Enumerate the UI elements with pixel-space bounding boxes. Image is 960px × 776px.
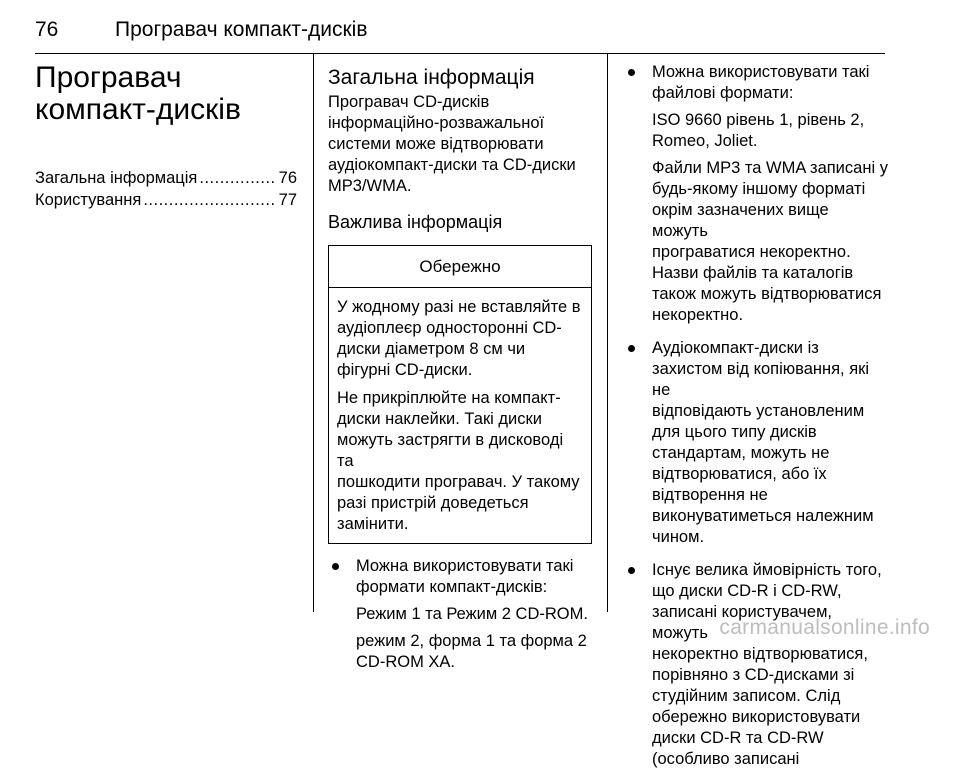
bullet-dot-icon [628, 69, 635, 76]
toc-entry-label: Загальна інформація [35, 169, 198, 187]
toc-entry-page: 76 [278, 169, 297, 187]
column-right [624, 62, 888, 776]
intro-paragraph [328, 92, 593, 197]
caution-body [329, 288, 591, 543]
text-line: відтворення не [652, 486, 768, 504]
text-line: захистом від копіювання, які не [652, 360, 870, 399]
table-of-contents [35, 168, 297, 212]
text-line: виконуватиметься належним [652, 507, 874, 525]
text-line: системи може відтворювати [328, 135, 544, 153]
chapter-title-line: компакт-дисків [35, 93, 241, 126]
text-line: некоректно. [652, 306, 744, 324]
text-line: записані користувачем, можуть [652, 603, 832, 642]
text-line: для цього типу дисків [652, 423, 817, 441]
bullet-subtext [356, 631, 593, 673]
text-line: формати компакт-дисків: [356, 578, 548, 596]
text-line: стандартам, можуть не [652, 444, 830, 462]
text-line: диски наклейки. Такі диски [337, 410, 542, 428]
text-line: аудіоплеєр односторонні CD- [337, 319, 562, 337]
bullet-subtext [356, 604, 593, 625]
text-line: також можуть відтворюватися [652, 285, 882, 303]
bullet-item [624, 62, 888, 326]
text-line: ISO 9660 рівень 1, рівень 2, [652, 111, 865, 129]
text-line: Не прикріплюйте на компакт- [337, 389, 561, 407]
column-middle [328, 62, 593, 679]
text-line: порівняно з CD-дисками зі [652, 666, 855, 684]
text-line: Romeo, Joliet. [652, 132, 758, 150]
text-line: файлові формати: [652, 84, 794, 102]
bullet-dot-icon [628, 567, 635, 574]
caution-heading: Обережно [329, 246, 591, 288]
text-line: обережно використовувати [652, 708, 861, 726]
text-line: диски діаметром 8 см чи [337, 340, 526, 358]
chapter-title-line: Програвач [35, 61, 182, 94]
column-divider [313, 54, 314, 612]
bullet-item [624, 338, 888, 548]
bullet-text [652, 62, 888, 104]
text-line: MP3/WMA. [328, 177, 412, 195]
bullet-item [328, 556, 593, 673]
text-line: програватися некоректно. [652, 243, 851, 261]
chapter-title [35, 62, 297, 126]
page-number: 76 [35, 18, 59, 41]
column-divider [607, 54, 608, 612]
text-line: відтворюватися, або їх [652, 465, 827, 483]
text-line: окрім зазначених вище можуть [652, 201, 829, 240]
text-line: що диски CD-R і CD-RW, [652, 582, 842, 600]
text-line: Режим 1 та Режим 2 CD-ROM. [356, 605, 588, 623]
bullet-subtext [652, 158, 888, 326]
text-line: CD-ROM XA. [356, 653, 455, 671]
running-title: Програвач компакт-дисків [115, 18, 368, 41]
toc-entry-page: 77 [278, 191, 297, 209]
text-line: Можна використовувати такі [356, 557, 574, 575]
caution-paragraph [337, 297, 583, 381]
column-left [35, 62, 297, 212]
text-line: некоректно відтворюватися, [652, 645, 868, 663]
text-line: фігурні CD-диски. [337, 361, 473, 379]
text-line: режим 2, форма 1 та форма 2 [356, 632, 587, 650]
text-line: пошкодити програвач. У такому [337, 473, 580, 491]
text-line: Програвач CD-дисків [328, 93, 490, 111]
text-line: Існує велика ймовірність того, [652, 561, 882, 579]
toc-leader-dots [199, 168, 276, 189]
toc-entry[interactable] [35, 190, 297, 212]
toc-entry[interactable] [35, 168, 297, 190]
text-line: можуть застрягти в дисководі та [337, 431, 564, 470]
text-line: диски CD-R та CD-RW [652, 729, 824, 747]
caution-box [328, 245, 592, 544]
bullet-item [624, 560, 888, 770]
subsection-title: Важлива інформація [328, 212, 503, 232]
bullet-subtext [652, 110, 888, 152]
text-line: студійним записом. Слід [652, 687, 841, 705]
page-header [35, 0, 885, 54]
bullet-dot-icon [332, 563, 339, 570]
bullet-text [652, 560, 888, 770]
text-line: Назви файлів та каталогів [652, 264, 854, 282]
bullet-dot-icon [628, 345, 635, 352]
caution-paragraph [337, 388, 583, 535]
bullet-text [652, 338, 888, 548]
text-line: Аудіокомпакт-диски із [652, 339, 819, 357]
text-line: інформаційно-розважальної [328, 114, 545, 132]
watermark: carmanualsonline.info [719, 616, 930, 639]
text-line: будь-якому іншому форматі [652, 180, 866, 198]
text-line: Можна використовувати такі [652, 63, 870, 81]
text-line: разі пристрій доведеться [337, 494, 529, 512]
text-line: замінити. [337, 515, 409, 533]
text-line: У жодному разі не вставляйте в [337, 298, 581, 316]
toc-entry-label: Користування [35, 191, 142, 209]
section-title: Загальна інформація [328, 66, 535, 89]
text-line: Файли MP3 та WMA записані у [652, 159, 888, 177]
bullet-text [356, 556, 593, 598]
text-line: відповідають установленим [652, 402, 865, 420]
text-line: (особливо записані [652, 750, 800, 768]
text-line: аудіокомпакт-диски та CD-диски [328, 156, 576, 174]
text-line: чином. [652, 528, 705, 546]
toc-leader-dots [143, 190, 276, 211]
